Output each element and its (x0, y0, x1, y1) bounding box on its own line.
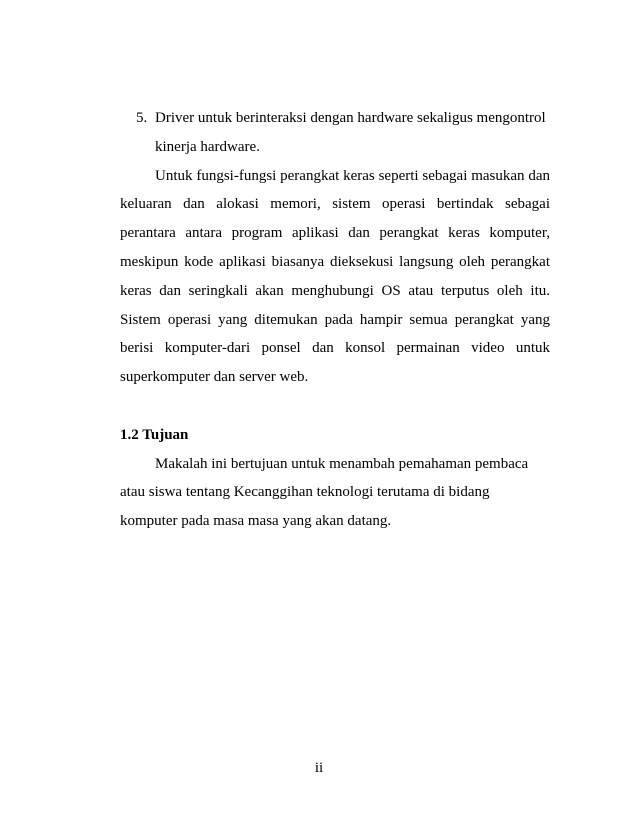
section-heading: 1.2 Tujuan (120, 426, 189, 443)
body-paragraph: Untuk fungsi-fungsi perangkat keras seperti sebagai masukan dan keluaran dan alokasi memori, sistem operasi bertindak sebagai perantara antara program aplikasi dan perangkat keras komputer, meskipun kode aplikasi biasanya dieksekusi langsung oleh perangkat keras dan seringkali akan menghubungi OS atau terputus oleh itu. Sistem operasi yang ditemukan pada hampir semua perangkat yang berisi komputer-dari ponsel dan konsol permainan video untuk superkomputer dan server web. (120, 167, 550, 386)
numbered-list-item (120, 104, 550, 162)
page-content (120, 104, 550, 536)
section-paragraph: Makalah ini bertujuan untuk menambah pemahaman pembaca atau siswa tentang Kecanggihan teknologi terutama di bidang komputer pada masa masa yang akan datang. (120, 455, 529, 530)
list-item-marker: 5. (136, 110, 148, 126)
page-number: ii (314, 760, 324, 776)
list-item-text: Driver untuk berinteraksi dengan hardware sekaligus mengontrol kinerja hardware. (155, 110, 546, 155)
